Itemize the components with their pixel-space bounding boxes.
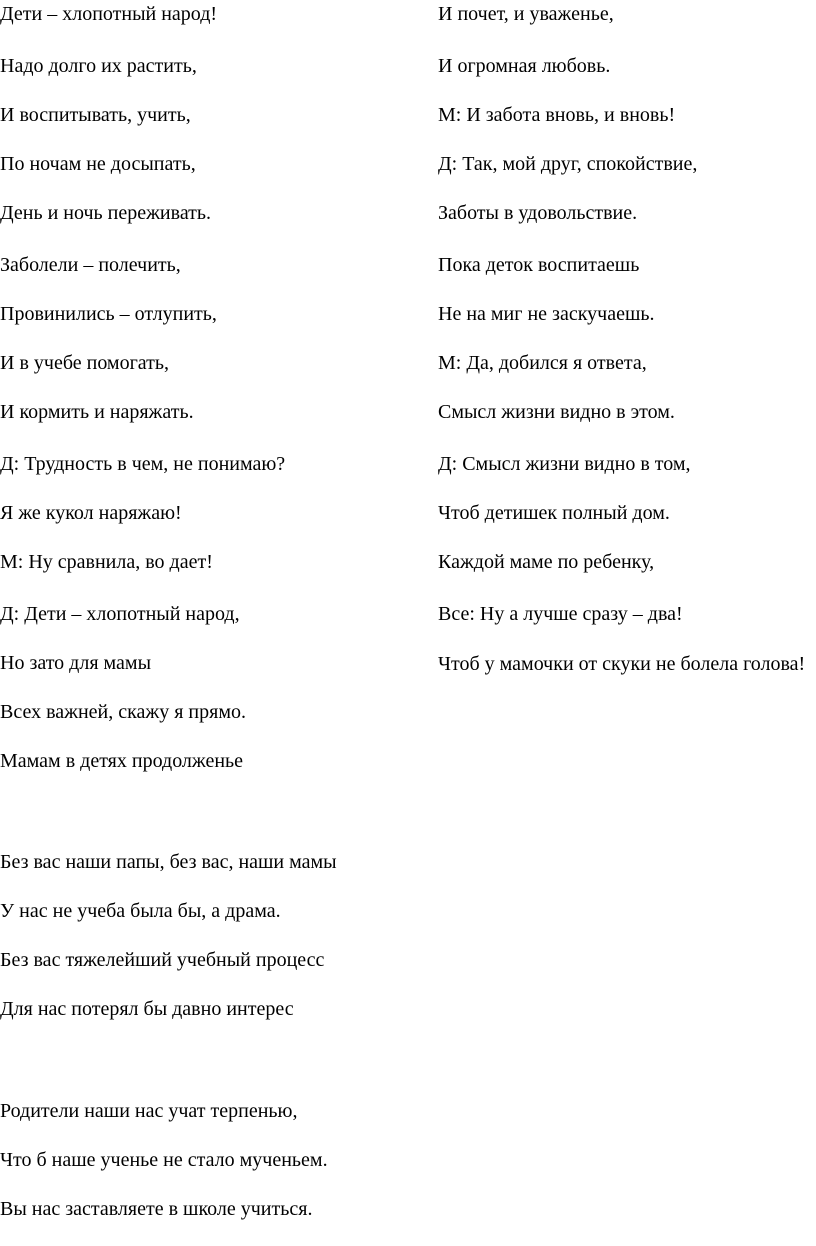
stanza-2-line-4: Для нас потерял бы давно интерес — [0, 998, 294, 1020]
poem-line-left-5: День и ночь переживать. — [0, 202, 212, 224]
poem-line-right-11: Чтоб детишек полный дом. — [438, 502, 670, 524]
poem-line-right-1: И почет, и уваженье, — [438, 3, 614, 25]
poem-line-left-1: Дети – хлопотный народ! — [0, 3, 218, 25]
poem-line-left-9: И кормить и наряжать. — [0, 401, 194, 423]
poem-line-left-12: М: Ну сравнила, во дает! — [0, 551, 213, 573]
poem-line-right-8: М: Да, добился я ответа, — [438, 352, 647, 374]
poem-line-left-16: Мамам в детях продолженье — [0, 750, 244, 772]
poem-line-right-9: Смысл жизни видно в этом. — [438, 401, 675, 423]
poem-line-right-12: Каждой маме по ребенку, — [438, 551, 655, 573]
stanza-3-line-1: Родители наши нас учат терпенью, — [0, 1100, 298, 1122]
poem-line-right-10: Д: Смысл жизни видно в том, — [438, 453, 691, 475]
poem-line-left-11: Я же кукол наряжаю! — [0, 502, 182, 524]
stanza-3-line-3: Вы нас заставляете в школе учиться. — [0, 1198, 313, 1220]
poem-line-right-6: Пока деток воспитаешь — [438, 254, 640, 276]
poem-line-left-6: Заболели – полечить, — [0, 254, 181, 276]
poem-line-left-13: Д: Дети – хлопотный народ, — [0, 603, 240, 625]
poem-line-left-10: Д: Трудность в чем, не понимаю? — [0, 453, 286, 475]
poem-line-right-2: И огромная любовь. — [438, 55, 611, 77]
stanza-3-line-2: Что б наше ученье не стало мученьем. — [0, 1149, 328, 1171]
poem-line-left-3: И воспитывать, учить, — [0, 104, 191, 126]
poem-line-right-13: Все: Ну а лучше сразу – два! — [438, 603, 683, 625]
stanza-2-line-2: У нас не учеба была бы, а драма. — [0, 900, 281, 922]
poem-line-left-7: Провинились – отлупить, — [0, 303, 217, 325]
poem-line-left-8: И в учебе помогать, — [0, 352, 170, 374]
poem-line-right-4: Д: Так, мой друг, спокойствие, — [438, 153, 698, 175]
poem-line-right-3: М: И забота вновь, и вновь! — [438, 104, 676, 126]
poem-line-left-2: Надо долго их растить, — [0, 55, 197, 77]
poem-line-left-15: Всех важней, скажу я прямо. — [0, 701, 246, 723]
poem-line-right-5: Заботы в удовольствие. — [438, 202, 638, 224]
stanza-2-line-1: Без вас наши папы, без вас, наши мамы — [0, 851, 337, 873]
poem-line-left-4: По ночам не досыпать, — [0, 153, 196, 175]
poem-line-right-7: Не на миг не заскучаешь. — [438, 303, 655, 325]
poem-line-right-14: Чтоб у мамочки от скуки не болела голова! — [438, 653, 806, 675]
poem-line-left-14: Но зато для мамы — [0, 652, 152, 674]
stanza-2-line-3: Без вас тяжелейший учебный процесс — [0, 949, 325, 971]
